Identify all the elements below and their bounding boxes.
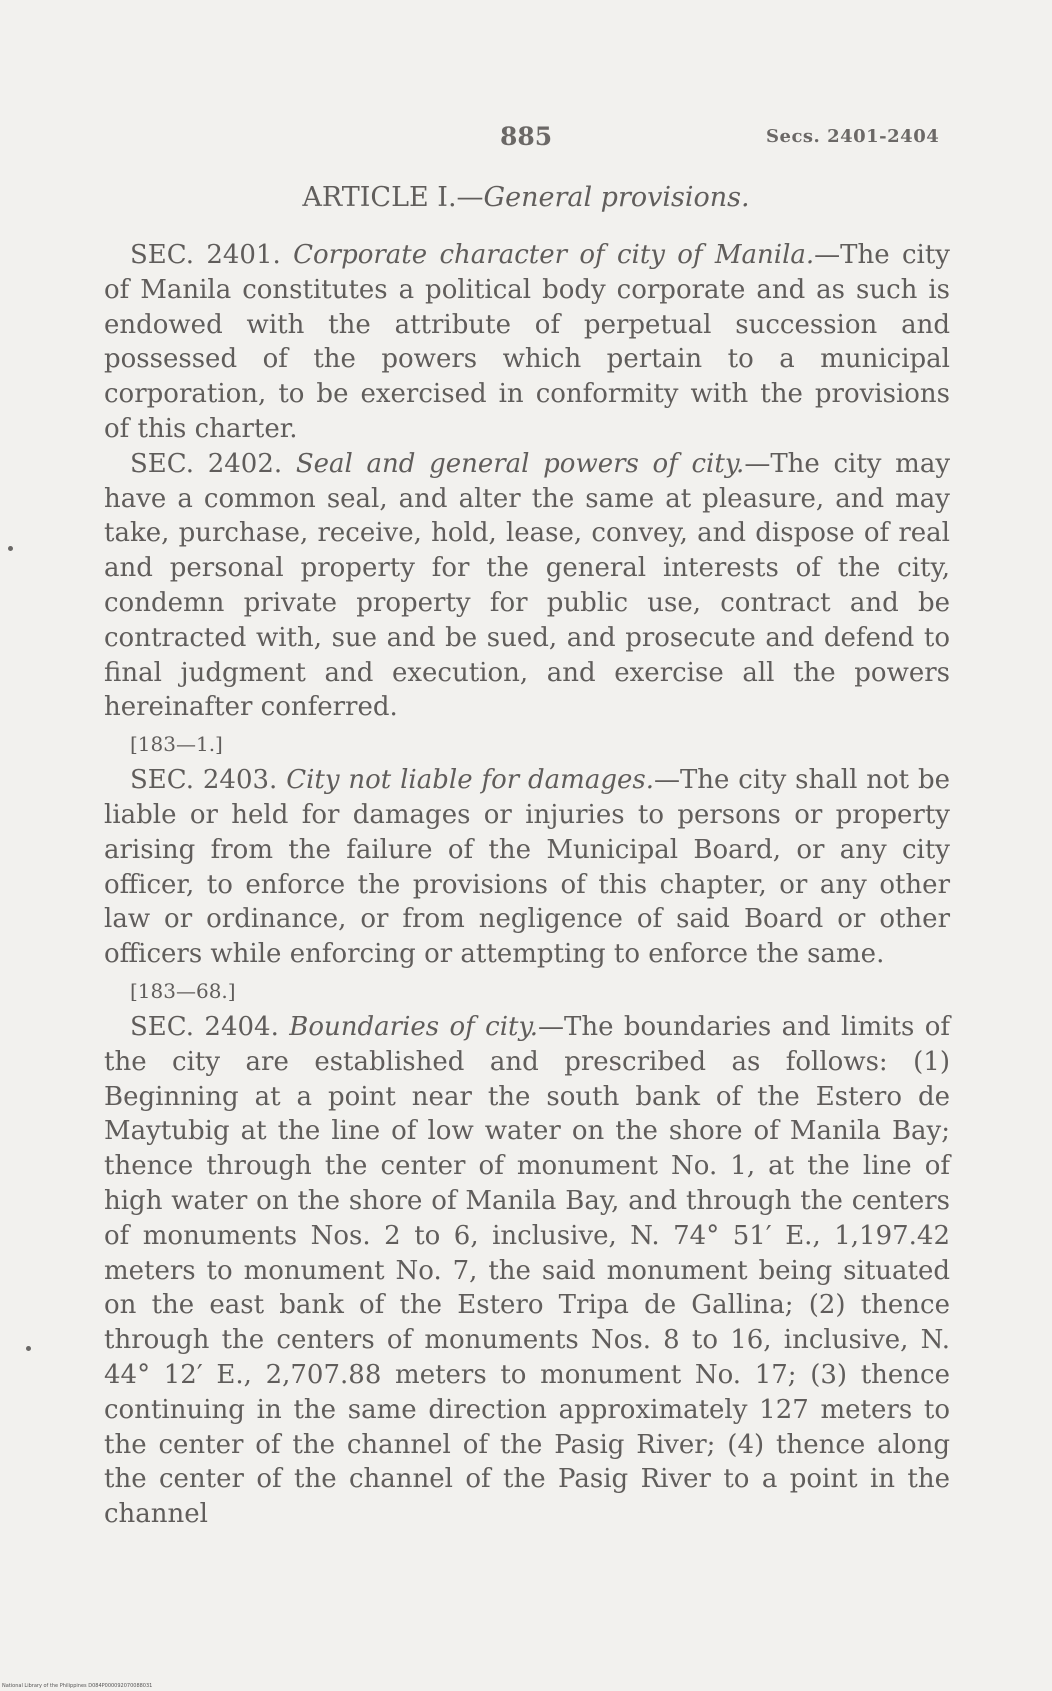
page-number: 885 <box>500 122 553 151</box>
section-2403 <box>104 763 950 972</box>
article-heading <box>0 182 1052 213</box>
section-text: —The city of Manila constitutes a political body corporate and as such is endowed with the attribute of perpetual succession and possessed of the powers which pertain to a municipal corporation, to be exercised in conformity with the provisions of this charter. <box>104 240 950 444</box>
section-citation: [183—1.] <box>130 732 223 757</box>
section-citation: [183—68.] <box>130 978 236 1003</box>
section-2402 <box>104 447 950 725</box>
section-label: SEC. 2401. <box>130 240 281 270</box>
footer-credit: National Library of the Philippines D084P000092070088031 <box>2 1683 153 1689</box>
section-title: Boundaries of city. <box>289 1011 538 1042</box>
document-body <box>104 238 950 1532</box>
section-label: SEC. 2404. <box>130 1011 279 1042</box>
section-text: —The boundaries and limits of the city are established and prescribed as follows: (1) Beginning at a point near the south bank of the Estero de Maytubig at the line of low water on the shore of Manila Bay; thence through the center of monument No. 1, at the line of high water on the shore of Manila Bay, and through the centers of monuments Nos. 2 to 6, inclusive, N. 74° 51′ E., 1,197.42 meters to monument No. 7, the said monument being situated on the east bank of the Estero Tripa de Gallina; (2) thence through the centers of monuments Nos. 8 to 16, inclusive, N. 44° 12′ E., 2,707.88 meters to monument No. 17; (3) thence continuing in the same direction approximately 127 meters to the center of the channel of the Pasig River; (4) thence along the center of the channel of the Pasig River to a point in the channel <box>104 1011 950 1530</box>
section-label: SEC. 2402. <box>130 448 283 479</box>
section-title: City not liable for damages. <box>286 765 654 796</box>
section-title: Corporate character of city of Manila. <box>293 240 815 270</box>
section-range-header: Secs. 2401-2404 <box>766 126 940 147</box>
section-2404 <box>104 1010 950 1532</box>
section-label: SEC. 2403. <box>130 765 278 796</box>
margin-mark <box>26 1346 31 1351</box>
section-text: —The city shall not be liable or held for damages or injuries to persons or property arising from the failure of the Municipal Board, or any city officer, to enforce the provisions of this chapter, or any other law or ordinance, or from negligence of said Board or other officers while enforcing or attempting to enforce the same. <box>104 765 950 970</box>
section-text: —The city may have a common seal, and alter the same at pleasure, and may take, purchase, receive, hold, lease, convey, and dispose of real and personal property for the general interests of the city, condemn private property for public use, contract and be contracted with, sue and be sued, and prosecute and defend to final judgment and execution, and exercise all the powers hereinafter conferred. <box>104 448 951 723</box>
margin-mark <box>8 546 13 551</box>
article-heading-prefix: ARTICLE I.— <box>302 182 484 213</box>
article-heading-title: General provisions. <box>483 182 750 213</box>
section-title: Seal and general powers of city. <box>295 448 745 479</box>
section-2401 <box>104 238 950 447</box>
